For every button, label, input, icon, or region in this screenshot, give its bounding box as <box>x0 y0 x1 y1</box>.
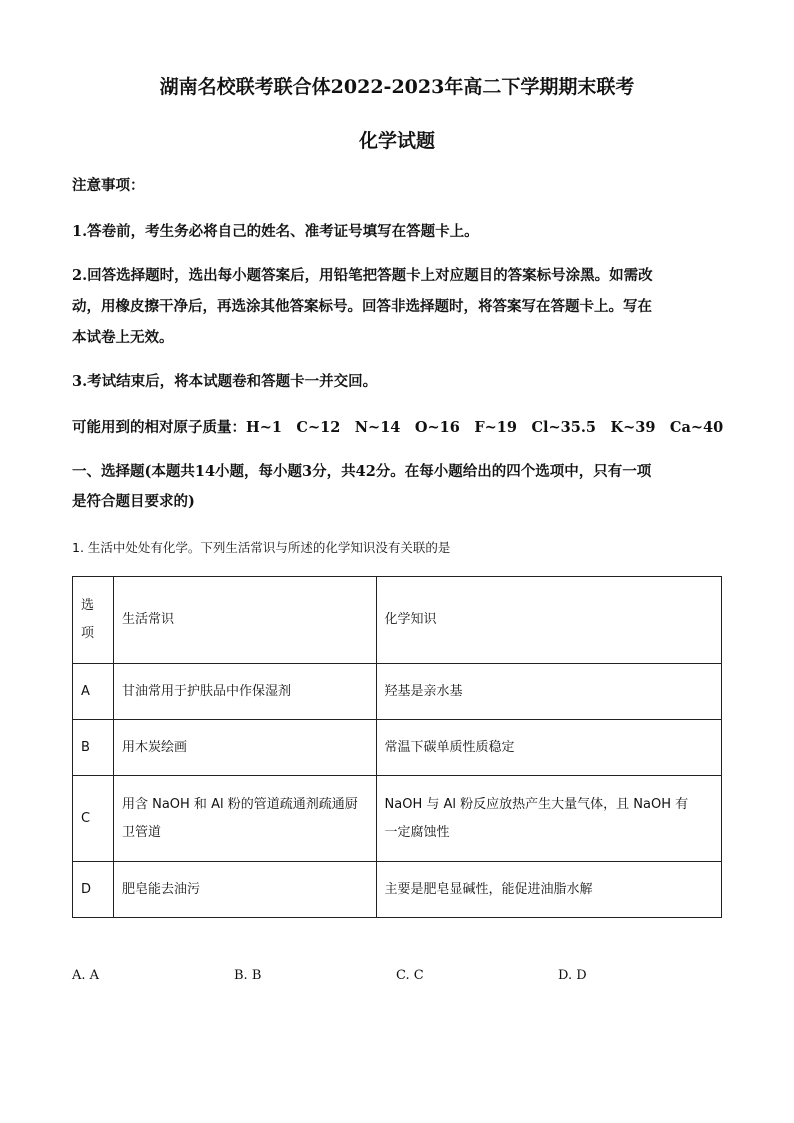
table-row <box>73 776 722 862</box>
notice-item-1: 1.答卷前，考生务必将自己的姓名、准考证号填写在答题卡上。 <box>72 223 479 240</box>
row-option: B <box>73 720 114 776</box>
row-chem: 常温下碳单质性质稳定 <box>376 720 721 776</box>
atomic-masses: 可能用到的相对原子质量：H~1 C~12 N~14 O~16 F~19 Cl~35.5 K~39 Ca~40 <box>72 419 724 436</box>
notice-heading: 注意事项： <box>72 177 145 194</box>
row-chem: 主要是肥皂显碱性，能促进油脂水解 <box>376 862 721 918</box>
table-row <box>73 862 722 918</box>
option-d: D. D <box>558 968 587 983</box>
header-life: 生活常识 <box>113 577 376 664</box>
header-option: 选 项 <box>73 577 114 664</box>
exam-subtitle: 化学试题 <box>358 130 435 152</box>
row-chem: NaOH 与 Al 粉反应放热产生大量气体，且 NaOH 有 一定腐蚀性 <box>376 776 721 862</box>
table-header-row <box>73 577 722 664</box>
header-chem: 化学知识 <box>376 577 721 664</box>
row-life: 用含 NaOH 和 Al 粉的管道疏通剂疏通厨 卫管道 <box>113 776 376 862</box>
question-1-table <box>72 576 722 918</box>
notice-item-2-line-3: 本试卷上无效。 <box>72 329 174 346</box>
section-heading-line-1: 一、选择题(本题共14小题，每小题3分，共42分。在每小题给出的四个选项中，只有一项 <box>72 463 652 480</box>
section-heading-line-2: 是符合题目要求的) <box>72 493 195 510</box>
question-1-stem: 1. 生活中处处有化学。下列生活常识与所述的化学知识没有关联的是 <box>72 540 451 555</box>
row-chem: 羟基是亲水基 <box>376 664 721 720</box>
row-life: 肥皂能去油污 <box>113 862 376 918</box>
table-row <box>73 720 722 776</box>
exam-title: 湖南名校联考联合体2022-2023年高二下学期期末联考 <box>159 76 635 98</box>
option-a: A. A <box>72 968 100 983</box>
row-life: 用木炭绘画 <box>113 720 376 776</box>
option-b: B. B <box>234 968 262 983</box>
option-c: C. C <box>396 968 424 983</box>
notice-item-3: 3.考试结束后，将本试题卷和答题卡一并交回。 <box>72 373 378 390</box>
notice-item-2-line-2: 动，用橡皮擦干净后，再选涂其他答案标号。回答非选择题时，将答案写在答题卡上。写在 <box>72 298 652 315</box>
row-option: D <box>73 862 114 918</box>
row-option: C <box>73 776 114 862</box>
row-option: A <box>73 664 114 720</box>
notice-item-2-line-1: 2.回答选择题时，选出每小题答案后，用铅笔把答题卡上对应题目的答案标号涂黑。如需改 <box>72 267 653 284</box>
row-life: 甘油常用于护肤品中作保湿剂 <box>113 664 376 720</box>
table-row <box>73 664 722 720</box>
